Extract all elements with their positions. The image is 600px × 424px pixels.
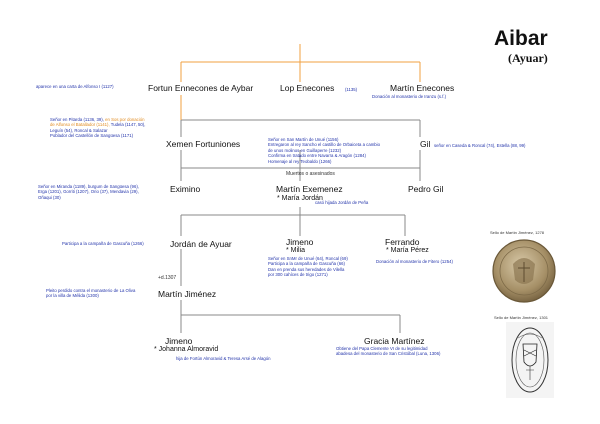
xemen-note-1b: en Sos por donación [105, 117, 145, 122]
gracia-note-2: abadesa del monasterio de San Cristóbal (Luna, 1306) [336, 351, 441, 357]
jimeno-note-1: Señor en SnMr de Unué (64), Roncal (69) [268, 256, 348, 261]
person-pedro-gil: Pedro Gil [408, 184, 444, 194]
xemen-note-4: Poblador del Castellón de Sangüesa (1171) [50, 133, 134, 139]
xemen-note-r3: de unos molinos en Guillaperre (1232) [268, 147, 342, 153]
person-jordan: Jordán de Ayuar [170, 239, 232, 249]
eximino-note-3: Oñaqui (30) [38, 194, 61, 200]
fortun-note: aparece en una carta de Alfonso I (1127) [36, 84, 114, 89]
jordan-note: Participa a la campaña de Gascuña (1266) [62, 241, 144, 246]
person-jimeno: Jimeno [286, 237, 314, 247]
martin-jimenez-note-2: por la villa de Mélida (1300) [46, 293, 99, 299]
gracia-note-1: Obtiene del Papa Clemente VI de su legitimidad [336, 346, 428, 351]
xemen-note-r5: Homenaje al rey Teobaldo (1266) [268, 158, 332, 164]
person-jimeno-2: Jimeno [165, 336, 193, 346]
lop-note: (1135) [345, 87, 358, 92]
ferrando-spouse: * María Pérez [386, 247, 429, 254]
gracia-note [336, 346, 440, 357]
martin-exemenez-note: casó hijada Jordán de Peña [315, 200, 369, 205]
martin-enecones-note: Donación al monasterio de Iranzu (s.f.) [372, 94, 447, 99]
ferrando-note: Donación al monasterio de Fitero (1254) [376, 259, 453, 264]
jimeno-note-3: Dan en prenda sus heredades de Vilella [268, 266, 345, 272]
seal1-image [491, 238, 557, 304]
xemen-note-1: Señor en Pitarda (1136, 39), [50, 117, 104, 122]
seal2-image [506, 322, 554, 398]
jordan-date: +d.1307 [158, 275, 177, 281]
jimeno-2-spouse: * Johanna Almoravid [154, 346, 219, 353]
jimeno-note [268, 256, 348, 278]
xemen-note-left [50, 117, 145, 139]
jimeno-note-4: por 300 cahíces de trigo (1271) [268, 272, 328, 278]
person-lop: Lop Enecones [280, 83, 335, 93]
person-martin-exemenez: Martín Exemenez [276, 184, 343, 194]
page-subtitle: (Ayuar) [508, 51, 548, 65]
eximino-note-1: Señor en Miranda (1189), burgum de Sangüesa (96), [38, 184, 139, 189]
xemen-note-r2: Entregaron al rey Sancho el castillo de Orbaiceta a cambio [268, 142, 381, 148]
xemen-note-3: Leguín (54), Roncal & Salazar [50, 127, 108, 133]
jimeno-spouse: * Milia [286, 247, 306, 254]
page-title: Aibar [494, 27, 548, 50]
xemen-note-2b: Tudela (1147, 50), [110, 122, 146, 128]
person-fortun: Fortun Ennecones de Aybar [148, 83, 254, 93]
xemen-note-r1: Señor en San Martín de Unué (1156) [268, 137, 339, 142]
martin-jimenez-note [46, 288, 135, 299]
person-martin-enecones: Martín Enecones [390, 83, 455, 93]
middle-label: Muertos o asesinados [286, 171, 335, 177]
person-martin-jimenez: Martín Jiménez [158, 289, 217, 299]
jimeno-note-2: Participa a la campaña de Gascuña (66) [268, 261, 345, 267]
xemen-note-r4: Confirma en tratado entre Navarra & Aragón (1284) [268, 153, 366, 159]
xemen-note-2: de Alfonso el Batallador (1141), [50, 122, 110, 128]
jimeno-2-note: hija de Fortún Almoravid & Teresa Arsé de Alagón [176, 356, 271, 361]
seal2-caption: Sello de Martín Jiménez, 1301 [494, 315, 549, 320]
eximino-note [38, 184, 139, 200]
person-ferrando: Ferrando [385, 237, 420, 247]
seal1-caption: Sello de Martín Jiménez, 1278 [490, 230, 545, 235]
martin-exemenez-spouse: * María Jordán [277, 195, 323, 202]
martin-jimenez-note-1: Pleito perdido contra el monasterio de La Oliva [46, 288, 136, 293]
person-eximino: Eximino [170, 184, 201, 194]
xemen-note-right [268, 137, 380, 164]
person-gil: Gil [420, 139, 431, 149]
eximino-note-2: Erga (1201), Gorriti (1207), Orio (37), Mendavia (29), [38, 189, 139, 195]
gil-note: señor en Caseda & Roncal (74), Estella (88, 99) [434, 143, 526, 148]
person-gracia: Gracia Martínez [364, 336, 425, 346]
person-xemen: Xemen Fortuniones [166, 139, 241, 149]
